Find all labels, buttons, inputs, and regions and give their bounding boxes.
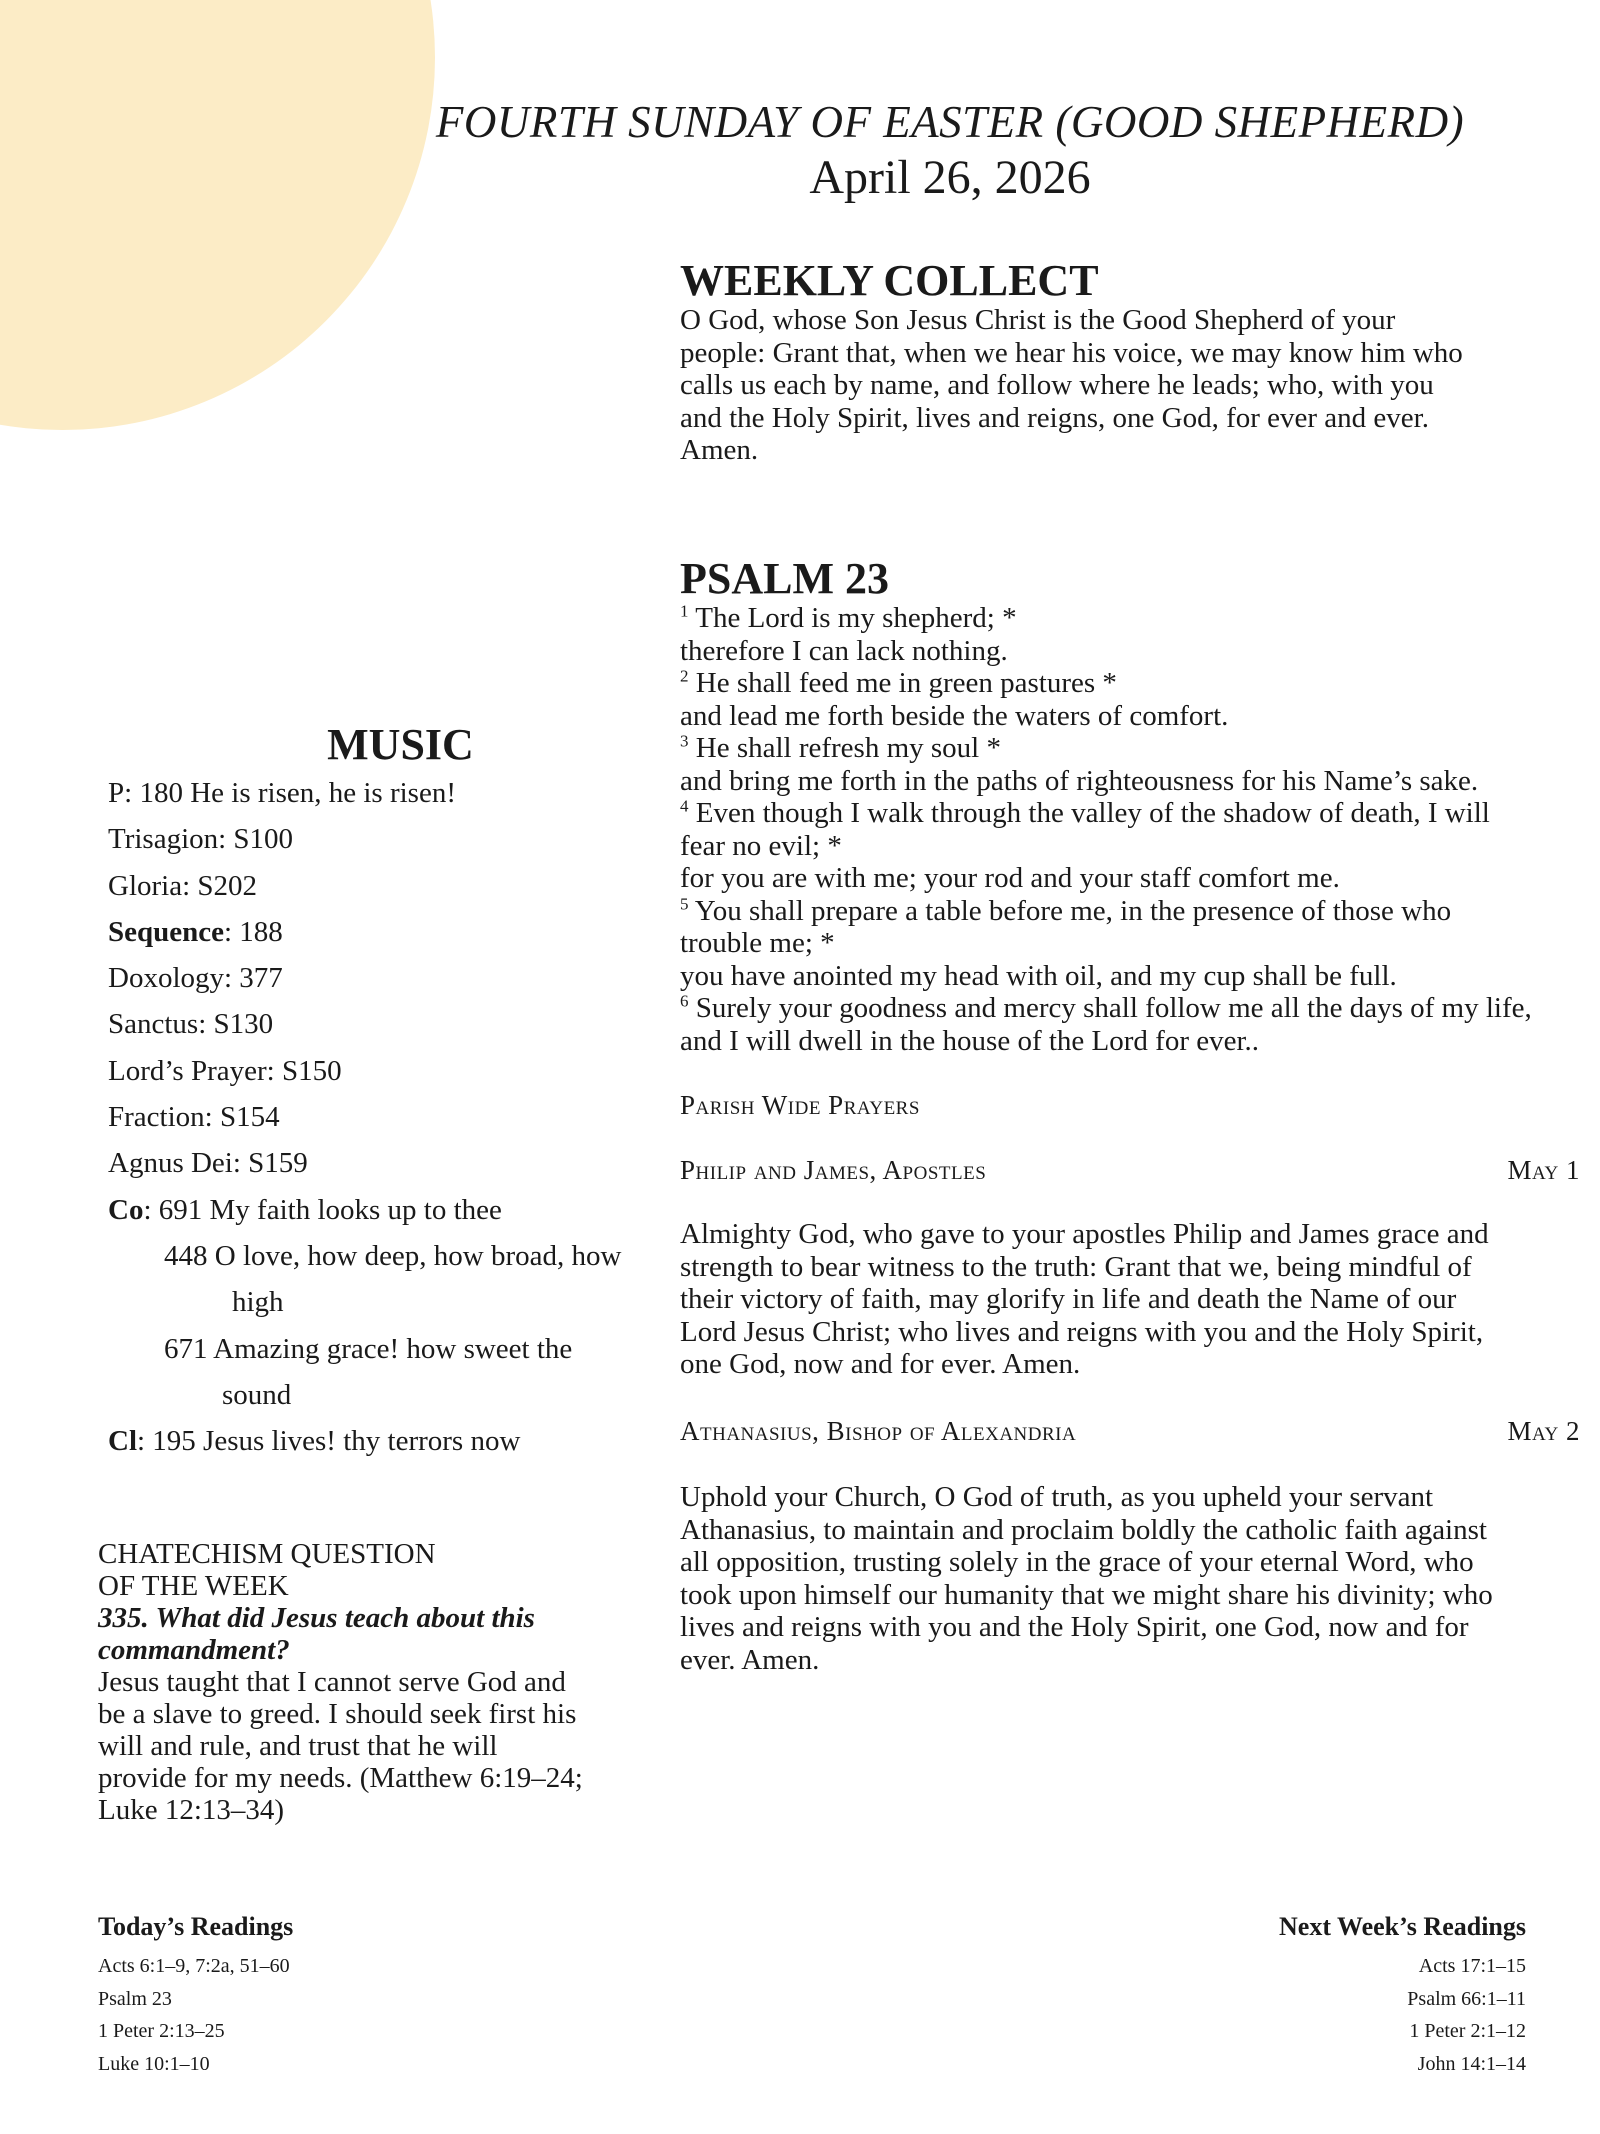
communion-hymn: 671 Amazing grace! how sweet the (164, 1332, 573, 1365)
question-line: 335. What did Jesus teach about this (98, 1602, 535, 1634)
music-item-label: Gloria (108, 869, 183, 902)
music-item-text: : S130 (198, 1008, 274, 1041)
music-list (108, 770, 668, 1464)
music-item-label: Cl (108, 1425, 137, 1458)
prayer-line: strength to bear witness to the truth: Grant that we, being mindful of (680, 1250, 1472, 1283)
collect-line: O God, whose Son Jesus Christ is the Good Shepherd of your (680, 304, 1396, 336)
music-item-text: : 188 (224, 915, 283, 948)
answer-line: Luke 12:13–34) (98, 1794, 285, 1826)
music-item-label: Doxology (108, 962, 224, 995)
music-item (108, 816, 668, 862)
prayer-line: all opposition, trusting solely in the grace of your eternal Word, who (680, 1546, 1474, 1578)
verse-text: for you are with me; your rod and your staff comfort me. (680, 862, 1340, 894)
verse-number: 5 (680, 893, 689, 913)
reading-item: Acts 17:1–15 (1418, 1955, 1526, 1977)
reading-item: Luke 10:1–10 (98, 2052, 210, 2075)
music-item-text: : S150 (266, 1054, 342, 1087)
psalm-verse-line (680, 667, 1590, 700)
music-item-text: : 377 (224, 962, 283, 995)
verse-text: Even though I walk through the valley of the shadow of death, I will (695, 797, 1490, 829)
todays-readings (98, 1910, 293, 2080)
music-item (108, 1094, 668, 1140)
music-item (108, 863, 668, 909)
psalm-verse-line (680, 1025, 1590, 1058)
music-heading: MUSIC (327, 720, 474, 769)
reading-item: John 14:1–14 (1417, 2052, 1526, 2075)
music-item-label: Co (108, 1193, 144, 1226)
music-item (108, 955, 668, 1001)
collect-line: people: Grant that, when we hear his voice, we may know him who (680, 336, 1463, 369)
catechism-section (98, 1538, 638, 1826)
answer-line: be a slave to greed. I should seek first his (98, 1698, 577, 1730)
psalm-verse-line (680, 797, 1590, 830)
answer-line: provide for my needs. (Matthew 6:19–24; (98, 1762, 583, 1794)
communion-hymn-continued: sound (222, 1378, 292, 1411)
verse-text: and I will dwell in the house of the Lord for ever.. (680, 1024, 1260, 1057)
music-item (108, 1418, 668, 1464)
catechism-title-line: OF THE WEEK (98, 1570, 289, 1602)
verse-text: He shall feed me in green pastures * (695, 667, 1117, 699)
feast-header (680, 1155, 1580, 1186)
verse-number: 4 (680, 796, 689, 816)
communion-hymn: 448 O love, how deep, how broad, how (164, 1239, 622, 1272)
verse-number: 2 (680, 666, 689, 686)
feast-name: Philip and James, Apostles (680, 1155, 987, 1185)
psalm-verse-line (680, 732, 1590, 765)
verse-number: 6 (680, 991, 689, 1011)
communion-hymn-continued: high (232, 1286, 284, 1319)
collect-heading: WEEKLY COLLECT (680, 256, 1099, 305)
verse-text: Surely your goodness and mercy shall follow me all the days of my life, (695, 992, 1532, 1024)
psalm-verse-line (680, 927, 1590, 960)
parish-prayers-heading: Parish Wide Prayers (680, 1090, 920, 1120)
psalm-verse-line (680, 960, 1590, 993)
psalm-verse-line (680, 862, 1590, 895)
psalm-verse-line (680, 602, 1590, 635)
collect-text (680, 304, 1560, 467)
music-item-label: Agnus Dei (108, 1147, 233, 1180)
verse-number: 1 (680, 601, 689, 621)
prayer-line: Athanasius, to maintain and proclaim boldly the catholic faith against (680, 1513, 1487, 1546)
prayer-line: one God, now and for ever. Amen. (680, 1348, 1081, 1380)
feast-prayer (680, 1481, 1580, 1676)
catechism-title (98, 1538, 638, 1602)
music-item-text: : 691 My faith looks up to thee (143, 1193, 502, 1226)
reading-item: 1 Peter 2:13–25 (98, 2020, 225, 2042)
music-item-label: Sanctus (108, 1008, 199, 1041)
prayer-line: lives and reigns with you and the Holy Spirit, one God, now and for (680, 1611, 1469, 1643)
verse-text: trouble me; * (680, 927, 835, 959)
prayer-line: Lord Jesus Christ; who lives and reigns with you and the Holy Spirit, (680, 1315, 1484, 1348)
verse-text: You shall prepare a table before me, in the presence of those who (694, 894, 1452, 927)
page-title: FOURTH SUNDAY OF EASTER (GOOD SHEPHERD) (435, 97, 1465, 147)
music-section (108, 720, 668, 1464)
music-item-text: : S202 (182, 869, 258, 902)
music-item-label: Fraction (108, 1101, 205, 1134)
collect-line: Amen. (680, 434, 759, 466)
feast-date: May 1 (1507, 1155, 1580, 1185)
music-item (108, 770, 668, 816)
feast-name: Athanasius, Bishop of Alexandria (680, 1416, 1077, 1446)
reading-item: Acts 6:1–9, 7:2a, 51–60 (98, 1955, 290, 1977)
music-item (108, 1187, 668, 1233)
next-readings-heading: Next Week’s Readings (1279, 1912, 1526, 1941)
verse-number: 3 (680, 731, 689, 751)
reading-item: Psalm 66:1–11 (1407, 1987, 1526, 2010)
prayer-line: Uphold your Church, O God of truth, as you upheld your servant (680, 1481, 1434, 1513)
psalm-verse-line (680, 635, 1590, 668)
catechism-question (98, 1602, 638, 1666)
music-item-text: : 195 Jesus lives! thy terrors now (137, 1425, 521, 1458)
next-week-readings (1279, 1910, 1526, 2080)
catechism-title-line: CHATECHISM QUESTION (98, 1538, 436, 1570)
question-line: commandment? (98, 1634, 290, 1666)
weekly-collect-section (680, 258, 1560, 467)
prayer-line: ever. Amen. (680, 1643, 820, 1676)
music-item (108, 1140, 668, 1186)
feast-header (680, 1416, 1580, 1447)
verse-text: The Lord is my shepherd; * (695, 602, 1017, 634)
verse-text: you have anointed my head with oil, and my cup shall be full. (680, 959, 1397, 992)
reading-item: 1 Peter 2:1–12 (1409, 2020, 1526, 2042)
prayer-line: Almighty God, who gave to your apostles Philip and James grace and (680, 1218, 1489, 1250)
answer-line: will and rule, and trust that he will (98, 1730, 498, 1762)
psalm-verse-line (680, 992, 1590, 1025)
music-item-text: : S159 (232, 1147, 308, 1180)
music-item-label: Sequence (108, 915, 224, 948)
prayer-line: took upon himself our humanity that we might share his divinity; who (680, 1578, 1493, 1611)
music-item (108, 1001, 668, 1047)
verse-text: and lead me forth beside the waters of comfort. (680, 699, 1229, 732)
collect-line: and the Holy Spirit, lives and reigns, one God, for ever and ever. (680, 401, 1429, 434)
psalm-heading: PSALM 23 (680, 554, 889, 603)
music-item (108, 1048, 668, 1094)
psalm-verse-line (680, 830, 1590, 863)
psalm-verse-line (680, 700, 1590, 733)
verse-text: therefore I can lack nothing. (680, 634, 1008, 667)
music-item-label: Trisagion (108, 823, 219, 856)
psalm-verse-line (680, 765, 1590, 798)
music-item-text: : 180 He is risen, he is risen! (124, 777, 456, 809)
music-item-label: P (108, 777, 125, 809)
verse-text: He shall refresh my soul * (695, 732, 1001, 764)
decorative-circle (0, 0, 435, 430)
music-item (108, 909, 668, 955)
psalm-section (680, 556, 1590, 1057)
music-item-text: : S154 (204, 1101, 280, 1134)
feast-date: May 2 (1507, 1416, 1580, 1446)
collect-line: calls us each by name, and follow where he leads; who, with you (680, 369, 1434, 401)
music-item-label: Lord’s Prayer (108, 1054, 267, 1087)
psalm-verses (680, 602, 1590, 1057)
verse-text: fear no evil; * (680, 829, 842, 862)
psalm-verse-line (680, 895, 1590, 928)
page-date: April 26, 2026 (809, 151, 1091, 204)
prayer-line: their victory of faith, may glorify in life and death the Name of our (680, 1283, 1457, 1315)
todays-readings-heading: Today’s Readings (98, 1912, 294, 1941)
verse-text: and bring me forth in the paths of righteousness for his Name’s sake. (680, 764, 1479, 797)
music-item-text: : S100 (218, 823, 294, 856)
answer-line: Jesus taught that I cannot serve God and (98, 1666, 566, 1698)
reading-item: Psalm 23 (98, 1987, 172, 2010)
catechism-answer (98, 1666, 638, 1826)
feast-prayer (680, 1218, 1580, 1381)
